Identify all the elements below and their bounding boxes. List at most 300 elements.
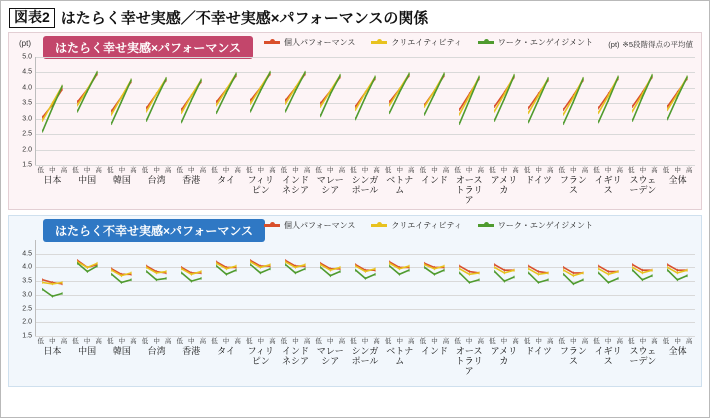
gridline [22, 161, 695, 169]
x-tick-label: 中 [222, 338, 230, 345]
x-tick-label: 中 [396, 338, 403, 345]
data-point [121, 274, 122, 277]
data-point [583, 271, 584, 274]
y-axis-tick-label: 2.5 [22, 130, 32, 138]
data-point [77, 109, 78, 112]
data-point [339, 266, 340, 269]
x-tick-label: 高 [651, 167, 658, 174]
x-tick-label: 中 [396, 167, 403, 174]
x-tick-label: 中 [570, 338, 577, 345]
legend-item-3 [478, 220, 593, 231]
country-group [174, 57, 209, 165]
y-axis-tick-label: 1.5 [22, 332, 32, 340]
y-axis-tick-label: 4.5 [22, 68, 32, 76]
x-tick-group [348, 336, 383, 345]
data-point [513, 275, 514, 278]
x-tick-label: 高 [477, 167, 484, 174]
legend-label: クリエイティビティ [391, 221, 462, 230]
x-tick-label: 低 [176, 167, 183, 174]
y-axis-unit-top: (pt) [19, 39, 31, 48]
data-point [608, 273, 609, 276]
data-point [677, 271, 678, 274]
x-tick-label: 高 [269, 338, 276, 345]
x-tick-label: 高 [616, 167, 623, 174]
data-point [355, 269, 356, 272]
data-point [146, 270, 147, 273]
data-point [633, 269, 634, 272]
country-group [556, 57, 591, 165]
country-label: 香港 [182, 175, 201, 185]
data-point [677, 269, 678, 272]
x-tick-label: 中 [535, 338, 542, 345]
x-tick-label: 中 [118, 167, 126, 174]
x-tick-label: 中 [118, 338, 126, 345]
x-tick-label: 高 [408, 338, 415, 345]
data-point [191, 94, 192, 97]
x-tick-label: 高 [95, 338, 102, 345]
x-tick-label: 高 [95, 167, 102, 174]
country-label: オーストラリア [455, 175, 483, 205]
x-tick-group [382, 165, 417, 174]
data-point [667, 108, 668, 111]
x-tick-label: 中 [500, 167, 508, 174]
data-point [459, 265, 460, 268]
y-axis-tick-label: 4.5 [22, 250, 32, 258]
data-point [364, 91, 365, 94]
country-group [591, 240, 626, 336]
data-point [399, 267, 400, 270]
y-axis-tick-label: 3.5 [22, 277, 32, 285]
x-tick-label: 中 [604, 167, 612, 174]
country-label: 香港 [182, 346, 201, 356]
data-point [528, 111, 529, 114]
x-tick-label: 低 [37, 338, 45, 345]
x-tick-label: 高 [373, 167, 380, 174]
data-point [320, 105, 321, 108]
data-point [52, 102, 53, 105]
country-group [417, 57, 452, 165]
data-point [225, 273, 226, 276]
x-tick-label: 中 [674, 167, 681, 174]
figure-number-badge: 図表2 [9, 8, 55, 28]
data-point [608, 98, 609, 101]
data-point [677, 278, 678, 281]
y-axis-tick-label: 4.0 [22, 84, 32, 92]
data-point [77, 262, 78, 265]
x-tick-label: 低 [662, 167, 670, 174]
data-point [563, 112, 564, 115]
x-tick-label: 低 [211, 338, 218, 345]
data-point [112, 273, 113, 276]
data-point [409, 72, 410, 75]
country-label: 韓国 [112, 175, 131, 185]
x-tick-label: 高 [164, 338, 172, 345]
x-tick-group [209, 165, 244, 174]
data-point [285, 109, 286, 112]
data-point [389, 103, 390, 106]
data-point [96, 265, 97, 268]
data-point [52, 106, 53, 109]
country-label: タイ [217, 175, 235, 185]
data-point [469, 270, 470, 273]
data-point [459, 122, 460, 125]
legend-item-1 [264, 37, 355, 48]
x-tick-group [313, 165, 348, 174]
country-label: 台湾 [147, 346, 166, 356]
data-point [548, 271, 549, 274]
data-point [573, 274, 574, 277]
x-tick-group [660, 165, 695, 174]
data-point [633, 266, 634, 269]
data-point [424, 112, 425, 115]
data-point [478, 278, 479, 281]
data-point [528, 265, 529, 268]
data-point [305, 71, 306, 74]
data-point [608, 94, 609, 97]
data-point [260, 89, 261, 92]
data-point [389, 262, 390, 265]
data-point [295, 271, 296, 274]
data-point [494, 119, 495, 122]
data-point [52, 295, 53, 298]
data-point [270, 263, 271, 266]
data-point [235, 72, 236, 75]
x-tick-label: 高 [338, 338, 346, 345]
data-point [285, 263, 286, 266]
x-tick-label: 低 [558, 338, 566, 345]
data-point [459, 108, 460, 111]
x-tick-label: 低 [454, 167, 461, 174]
x-tick-group [70, 336, 105, 345]
x-tick-label: 高 [130, 338, 137, 345]
data-point [146, 109, 147, 112]
data-point [96, 71, 97, 74]
country-label: フィリピン [247, 175, 274, 195]
country-group [35, 240, 70, 336]
x-tick-group [348, 165, 383, 174]
x-tick-label: 中 [83, 167, 91, 174]
data-point [667, 266, 668, 269]
x-tick-group [625, 165, 660, 174]
x-tick-group [104, 165, 139, 174]
country-label: ベトナム [386, 175, 414, 195]
x-tick-group [591, 336, 626, 345]
data-point [573, 271, 574, 274]
data-point [156, 278, 157, 281]
country-label: 日本 [43, 175, 62, 185]
x-tick-label: 中 [83, 338, 91, 345]
country-label: ドイツ [525, 175, 552, 185]
x-tick-group [625, 336, 660, 345]
legend-label: クリエイティビティ [391, 38, 462, 47]
data-point [355, 108, 356, 111]
x-tick-label: 中 [326, 338, 334, 345]
legend-label: ワーク・エンゲイジメント [497, 38, 593, 47]
country-label: 韓国 [112, 346, 131, 356]
x-tick-label: 中 [570, 167, 577, 174]
legend-swatch-icon [371, 41, 387, 44]
data-point [528, 271, 529, 274]
country-label: フィリピン [247, 346, 274, 366]
x-tick-label: 中 [153, 167, 160, 174]
data-point [156, 92, 157, 95]
data-point [459, 112, 460, 115]
x-tick-group [660, 336, 695, 345]
data-point [617, 75, 618, 78]
x-tick-label: 高 [199, 338, 207, 345]
x-tick-label: 低 [593, 167, 600, 174]
unhappiness-tick-row [35, 336, 695, 345]
data-point [330, 269, 331, 272]
x-tick-label: 低 [419, 167, 427, 174]
country-group [452, 57, 487, 165]
data-point [503, 280, 504, 283]
data-point [225, 267, 226, 270]
data-point [538, 270, 539, 273]
legend-bottom [264, 220, 593, 231]
data-point [146, 266, 147, 269]
data-point [687, 269, 688, 272]
x-tick-label: 高 [269, 167, 276, 174]
data-point [191, 280, 192, 283]
x-tick-label: 低 [662, 338, 670, 345]
data-point [573, 100, 574, 103]
x-tick-group [209, 336, 244, 345]
x-tick-label: 低 [72, 338, 79, 345]
x-tick-label: 低 [37, 167, 45, 174]
country-group [487, 57, 522, 165]
page-title: はたらく幸せ実感／不幸せ実感×パフォーマンスの関係 [60, 10, 429, 27]
x-tick-group [556, 336, 591, 345]
data-point [538, 98, 539, 101]
country-group [313, 57, 348, 165]
x-tick-label: 高 [234, 167, 241, 174]
y-axis-tick-label: 2.0 [22, 318, 32, 326]
legend-item-2 [371, 37, 462, 48]
data-point [528, 120, 529, 123]
x-tick-group [35, 165, 70, 174]
data-point [424, 263, 425, 266]
data-point [216, 103, 217, 106]
data-point [260, 271, 261, 274]
x-tick-label: 高 [616, 338, 623, 345]
plot-groups [35, 57, 695, 165]
x-tick-label: 高 [164, 167, 172, 174]
x-tick-label: 低 [72, 167, 79, 174]
data-point [320, 114, 321, 117]
data-point [563, 122, 564, 125]
country-label: マレーシア [316, 346, 344, 366]
data-point [330, 92, 331, 95]
gridline [22, 332, 695, 340]
x-tick-label: 低 [523, 338, 531, 345]
x-tick-label: 高 [685, 338, 693, 345]
x-tick-label: 低 [558, 167, 566, 174]
x-tick-label: 中 [222, 167, 230, 174]
country-group [382, 57, 417, 165]
x-tick-label: 中 [500, 338, 508, 345]
country-label: インドネシア [282, 175, 310, 195]
data-point [285, 260, 286, 263]
data-point [330, 274, 331, 277]
legend-label: 個人パフォーマンス [284, 221, 356, 230]
data-point [677, 95, 678, 98]
y-axis-tick-label: 3.0 [22, 115, 32, 123]
x-tick-label: 中 [292, 167, 299, 174]
x-tick-label: 高 [546, 338, 554, 345]
legend-swatch-icon [264, 41, 280, 44]
legend-label: ワーク・エンゲイジメント [497, 221, 593, 230]
data-point [494, 266, 495, 269]
data-point [608, 270, 609, 273]
data-point [250, 109, 251, 112]
x-tick-label: 低 [593, 338, 600, 345]
data-point [355, 265, 356, 268]
x-tick-label: 低 [245, 338, 253, 345]
data-point [285, 102, 286, 105]
country-group [625, 240, 660, 336]
y-axis-tick-label: 1.5 [22, 161, 32, 169]
country-group [174, 240, 209, 336]
x-tick-group [139, 165, 174, 174]
data-point [459, 267, 460, 270]
x-tick-group [139, 336, 174, 345]
data-point [270, 71, 271, 74]
x-tick-label: 低 [280, 338, 288, 345]
country-group [348, 240, 383, 336]
data-point [617, 277, 618, 280]
x-tick-label: 中 [49, 167, 56, 174]
x-tick-label: 高 [512, 338, 519, 345]
data-point [52, 282, 53, 285]
data-point [200, 270, 201, 273]
x-tick-label: 低 [419, 338, 427, 345]
legend-item-2 [371, 220, 462, 231]
country-label: オーストラリア [455, 346, 483, 376]
data-point [424, 266, 425, 269]
data-point [87, 89, 88, 92]
data-point [305, 263, 306, 266]
data-point [146, 119, 147, 122]
data-point [434, 92, 435, 95]
data-point [633, 109, 634, 112]
data-point [181, 120, 182, 123]
happiness-plot [22, 53, 695, 169]
data-point [131, 271, 132, 274]
data-point [469, 273, 470, 276]
data-point [399, 273, 400, 276]
x-tick-group [591, 165, 626, 174]
y-axis-tick-label: 4.0 [22, 263, 32, 271]
data-point [617, 270, 618, 273]
x-tick-label: 低 [489, 338, 496, 345]
data-point [503, 271, 504, 274]
data-point [191, 273, 192, 276]
data-point [250, 260, 251, 263]
country-label: 全体 [668, 175, 687, 185]
data-point [583, 77, 584, 80]
data-point [131, 278, 132, 281]
data-point [216, 111, 217, 114]
data-point [250, 102, 251, 105]
country-label: インドネシア [282, 346, 310, 366]
data-point [528, 267, 529, 270]
x-tick-group [313, 336, 348, 345]
data-point [548, 278, 549, 281]
data-point [633, 119, 634, 122]
data-point [62, 281, 63, 284]
data-point [374, 75, 375, 78]
country-group [348, 57, 383, 165]
x-tick-group [417, 336, 452, 345]
x-tick-label: 高 [442, 167, 450, 174]
x-tick-label: 中 [639, 167, 647, 174]
y-axis-tick-label: 3.5 [22, 99, 32, 107]
x-tick-group [487, 165, 522, 174]
country-group [278, 240, 313, 336]
country-label: マレーシア [316, 175, 344, 195]
country-group [660, 57, 695, 165]
data-point [339, 270, 340, 273]
data-point [42, 281, 43, 284]
data-point [364, 95, 365, 98]
country-group [139, 240, 174, 336]
country-label: シンガポール [351, 175, 379, 195]
data-point [642, 269, 643, 272]
data-point [563, 269, 564, 272]
y-axis-tick-label: 2.5 [22, 305, 32, 313]
data-point [538, 273, 539, 276]
country-group [313, 240, 348, 336]
country-group [243, 240, 278, 336]
x-tick-group [35, 336, 70, 345]
data-point [389, 111, 390, 114]
country-label: 全体 [668, 346, 687, 356]
data-point [444, 269, 445, 272]
data-point [112, 112, 113, 115]
data-point [166, 270, 167, 273]
data-point [469, 281, 470, 284]
data-point [156, 271, 157, 274]
legend-swatch-icon [478, 41, 494, 44]
data-point [434, 273, 435, 276]
country-group [521, 240, 556, 336]
x-tick-label: 中 [431, 167, 438, 174]
country-group [452, 240, 487, 336]
x-tick-group [70, 165, 105, 174]
country-group [591, 57, 626, 165]
country-label: ドイツ [525, 346, 552, 356]
country-label: アメリカ [490, 346, 518, 366]
legend-top [264, 37, 593, 48]
data-point [434, 267, 435, 270]
data-point [77, 103, 78, 106]
x-tick-label: 高 [373, 338, 380, 345]
data-point [652, 274, 653, 277]
data-point [598, 106, 599, 109]
x-tick-label: 低 [176, 338, 183, 345]
data-point [131, 78, 132, 81]
x-tick-group [174, 165, 209, 174]
data-point [216, 262, 217, 265]
data-point [494, 270, 495, 273]
figure-title-bar [1, 1, 709, 32]
x-tick-label: 中 [153, 338, 160, 345]
data-point [112, 269, 113, 272]
data-point [270, 267, 271, 270]
x-tick-label: 高 [685, 167, 693, 174]
data-point [528, 106, 529, 109]
